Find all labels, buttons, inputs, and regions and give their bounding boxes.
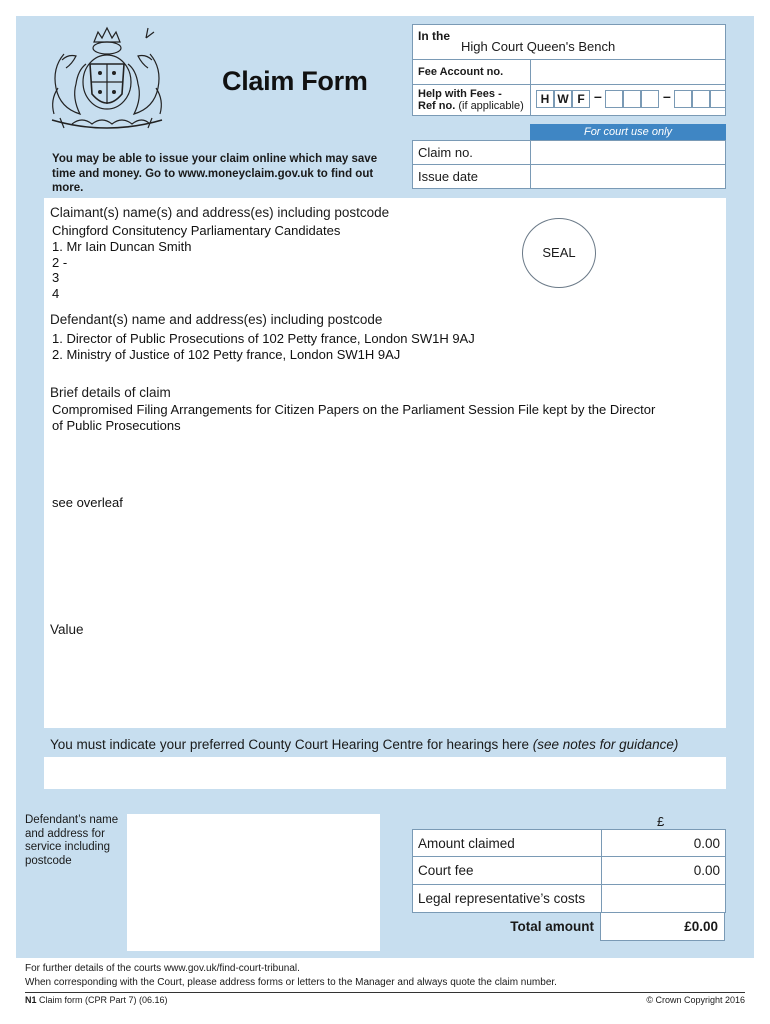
defendant-service-input[interactable] <box>127 814 380 951</box>
footer-notes <box>25 962 557 989</box>
hwf-digit-box[interactable] <box>641 90 659 108</box>
claimant-line: 1. Mr Iain Duncan Smith <box>52 239 192 254</box>
ref-no-label: Ref no. (if applicable) <box>418 100 524 112</box>
claim-no-field[interactable] <box>530 141 726 164</box>
ref-no-hint: (if applicable) <box>458 100 524 112</box>
hwf-separator-1: – <box>594 88 602 104</box>
hwf-digit-box[interactable] <box>605 90 623 108</box>
court-fee-row <box>412 857 726 885</box>
legal-costs-field[interactable] <box>601 885 726 912</box>
claimant-line: 4 <box>52 286 60 301</box>
issue-date-row <box>413 165 725 189</box>
legal-costs-row <box>412 885 726 913</box>
claimant-line: 2 - <box>52 255 68 270</box>
claim-no-row <box>413 141 725 165</box>
footer-divider <box>25 992 745 993</box>
claimant-line: Chingford Consitutency Parliamentary Candidates <box>52 223 341 238</box>
amounts-table <box>412 829 726 941</box>
help-with-fees-label: Help with Fees - <box>418 88 502 100</box>
defendant-line: 2. Ministry of Justice of 102 Petty france, London SW1H 9AJ <box>52 347 401 362</box>
fee-account-field[interactable] <box>530 60 726 84</box>
hwf-separator-2: – <box>663 88 671 104</box>
seal-label: SEAL <box>542 245 576 260</box>
value-label: Value <box>50 622 84 637</box>
amount-claimed-field[interactable]: 0.00 <box>601 830 726 856</box>
court-use-banner: For court use only <box>530 124 726 140</box>
court-name-field[interactable]: High Court Queen's Bench <box>461 39 616 54</box>
claimant-line: 3 <box>52 270 60 285</box>
see-overleaf-text: see overleaf <box>52 495 123 510</box>
hwf-ref-field[interactable] <box>530 85 726 115</box>
legal-costs-label: Legal representative’s costs <box>418 891 586 906</box>
footer-line-2: When corresponding with the Court, please address forms or letters to the Manager and always quote the claim number. <box>25 976 557 988</box>
brief-details-text: Compromised Filing Arrangements for Citizen Papers on the Parliament Session File kept by the Director <box>52 402 656 417</box>
royal-coat-of-arms-icon <box>42 24 172 136</box>
help-with-fees-row <box>413 85 725 116</box>
defendant-service-label: Defendant’s name and address for service including postcode <box>25 814 119 867</box>
issue-date-field[interactable] <box>530 165 726 189</box>
hwf-digit-box[interactable] <box>674 90 692 108</box>
issue-date-label: Issue date <box>418 169 478 184</box>
form-reference <box>25 995 168 1005</box>
hwf-letter-f: F <box>572 90 590 108</box>
form-title: Claim Form <box>222 66 368 96</box>
defendant-line: 1. Director of Public Prosecutions of 102 Petty france, London SW1H 9AJ <box>52 331 475 346</box>
fee-account-label: Fee Account no. <box>418 66 504 78</box>
court-details-box <box>412 24 726 116</box>
hwf-digit-box[interactable] <box>623 90 641 108</box>
claim-details-box[interactable] <box>44 198 726 728</box>
online-claim-notice: You may be able to issue your claim online which may save time and money. Go to www.moneyclaim.gov.uk to find out more. <box>52 153 378 194</box>
form-name: Claim form (CPR Part 7) (06.16) <box>39 995 168 1005</box>
brief-details-label: Brief details of claim <box>50 385 171 400</box>
hwf-letter-h: H <box>536 90 554 108</box>
in-the-label: In the <box>418 29 450 43</box>
court-fee-label: Court fee <box>418 863 474 878</box>
footer-line-1: For further details of the courts www.gov.uk/find-court-tribunal. <box>25 963 300 974</box>
amount-claimed-label: Amount claimed <box>418 836 515 851</box>
court-use-box <box>412 140 726 189</box>
hwf-letter-w: W <box>554 90 572 108</box>
court-name-row <box>413 25 725 60</box>
total-amount-field[interactable]: £0.00 <box>600 913 725 941</box>
claimants-label: Claimant(s) name(s) and address(es) including postcode <box>50 205 390 220</box>
defendants-label: Defendant(s) name and address(es) including postcode <box>50 312 383 327</box>
form-code: N1 <box>25 995 37 1005</box>
brief-details-text: of Public Prosecutions <box>52 418 181 433</box>
hearing-centre-label: You must indicate your preferred County Court Hearing Centre for hearings here (see notes for guidance) <box>50 737 679 752</box>
total-amount-row <box>412 913 726 941</box>
total-amount-label: Total amount <box>510 919 594 934</box>
hwf-digit-box[interactable] <box>710 90 726 108</box>
court-fee-field[interactable]: 0.00 <box>601 857 726 884</box>
hearing-centre-note: (see notes for guidance) <box>532 737 679 752</box>
hearing-centre-input[interactable] <box>44 757 726 789</box>
crown-copyright: © Crown Copyright 2016 <box>646 995 745 1005</box>
currency-symbol: £ <box>657 814 665 829</box>
fee-account-row <box>413 60 725 85</box>
claim-no-label: Claim no. <box>418 145 473 160</box>
court-seal <box>522 218 596 288</box>
amount-claimed-row <box>412 829 726 857</box>
hwf-digit-box[interactable] <box>692 90 710 108</box>
